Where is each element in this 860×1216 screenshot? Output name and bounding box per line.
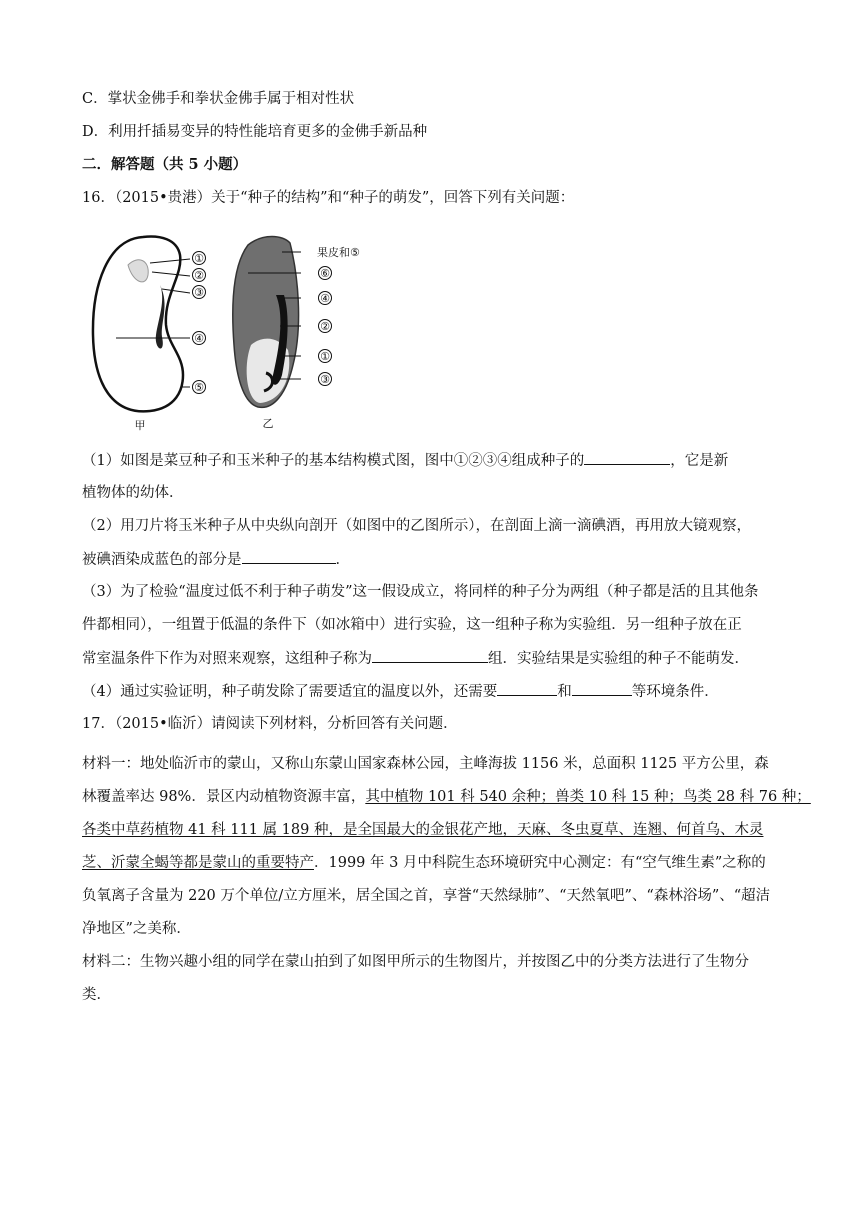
q16-answer-blank-3 (372, 648, 488, 663)
bean-label-2: ② (194, 269, 204, 282)
q16-part2-text-b: ． (335, 552, 350, 568)
corn-label-2: ② (320, 320, 330, 333)
material1-line6: 净地区”之美称． (82, 921, 191, 937)
bean-label-1: ① (194, 252, 204, 265)
material1-line1: 材料一：地处临沂市的蒙山，又称山东蒙山国家森林公园，主峰海拔 1156 米，总面积 1125 平方公里，森 (82, 756, 769, 772)
corn-label-4: ④ (320, 292, 330, 305)
q16-part3-line3 (82, 648, 749, 669)
q16-part3-text-b: 组．实验结果是实验组的种子不能萌发． (488, 651, 749, 667)
q16-part4-text-a: （4）通过实验证明，种子萌发除了需要适宜的温度以外，还需要 (82, 684, 498, 700)
q16-part1-line1 (82, 450, 728, 471)
bean-label-5: ⑤ (194, 381, 204, 394)
bean-seed-diagram (93, 237, 206, 432)
q16-part1-line2: 植物体的幼体． (82, 485, 184, 501)
material1-line5: 负氧离子含量为 220 万个单位/立方厘米，居全国之首，享誉“天然绿肺”、“天然氧吧”、“森林浴场”、“超洁 (82, 888, 771, 904)
q16-answer-blank-4 (497, 681, 557, 696)
corn-seed-diagram (233, 237, 360, 431)
material1-text: 林覆盖率达 98%．景区内动植物资源丰富， (82, 789, 366, 805)
bean-label-3: ③ (194, 286, 204, 299)
q16-part4-line (82, 681, 719, 702)
material1-underlined-end: 芝、沂蒙全蝎等都是蒙山的重要特产 (82, 855, 314, 871)
q16-answer-blank-1 (584, 450, 670, 465)
q16-part4-text-c: 等环境条件． (631, 684, 719, 700)
q16-part4-text-b: 和 (557, 684, 572, 700)
caption-jia: 甲 (134, 419, 146, 432)
material1-line3: 各类中草药植物 41 科 111 属 189 种，是全国最大的金银花产地，天麻、冬虫夏草、连翘、何首乌、木灵 (82, 822, 764, 838)
q17-stem: 17．（2015•临沂）请阅读下列材料，分析回答有关问题． (82, 716, 458, 732)
material2-line1: 材料二：生物兴趣小组的同学在蒙山拍到了如图甲所示的生物图片，并按图乙中的分类方法进行了生物分 (82, 954, 749, 970)
q16-part2-text-a: 被碘酒染成蓝色的部分是 (82, 552, 242, 568)
q16-part3-text-a: 常室温条件下作为对照来观察，这组种子称为 (82, 651, 372, 667)
q16-answer-blank-2 (242, 549, 336, 564)
q16-part2-line1: （2）用刀片将玉米种子从中央纵向剖开（如图中的乙图所示），在剖面上滴一滴碘酒，再用放大镜观察， (82, 518, 751, 534)
q16-part1-text-b: ，它是新 (670, 453, 729, 469)
caption-yi: 乙 (262, 417, 274, 430)
bean-label-4: ④ (194, 332, 204, 345)
corn-label-6: ⑥ (320, 267, 330, 280)
corn-label-pericarp: 果皮和⑤ (317, 246, 360, 259)
q16-part3-line2: 件都相同），一组置于低温的条件下（如冰箱中）进行实验，这一组种子称为实验组．另一组种子放在正 (82, 617, 742, 633)
option-d: D．利用扦插易变异的特性能培育更多的金佛手新品种 (82, 124, 428, 140)
corn-label-3: ③ (320, 373, 330, 386)
material1-line2 (82, 787, 811, 807)
q16-stem: 16．（2015•贵港）关于“种子的结构”和“种子的萌发”，回答下列有关问题： (82, 190, 575, 206)
material1-text-b: ．1999 年 3 月中科院生态环境研究中心测定：有“空气维生素”之称的 (314, 855, 766, 871)
material1-underlined-text: 其中植物 101 科 540 余种；兽类 10 科 15 种；鸟类 28 科 76 种； (365, 789, 811, 805)
q16-part1-text-a: （1）如图是菜豆种子和玉米种子的基本结构模式图，图中①②③④组成种子的 (82, 453, 585, 469)
material2-line2: 类． (82, 987, 111, 1003)
q16-part3-line1: （3）为了检验“温度过低不利于种子萌发”这一假设成立，将同样的种子分为两组（种子都是活的且其他条 (82, 584, 759, 600)
q16-part2-line2 (82, 549, 350, 570)
q16-answer-blank-5 (572, 681, 632, 696)
material1-line4 (82, 853, 766, 873)
corn-label-1: ① (320, 350, 330, 363)
seed-structure-figure (88, 225, 388, 440)
section-heading: 二．解答题（共 5 小题） (82, 156, 248, 173)
option-c: C．掌状金佛手和拳状金佛手属于相对性状 (82, 91, 355, 107)
